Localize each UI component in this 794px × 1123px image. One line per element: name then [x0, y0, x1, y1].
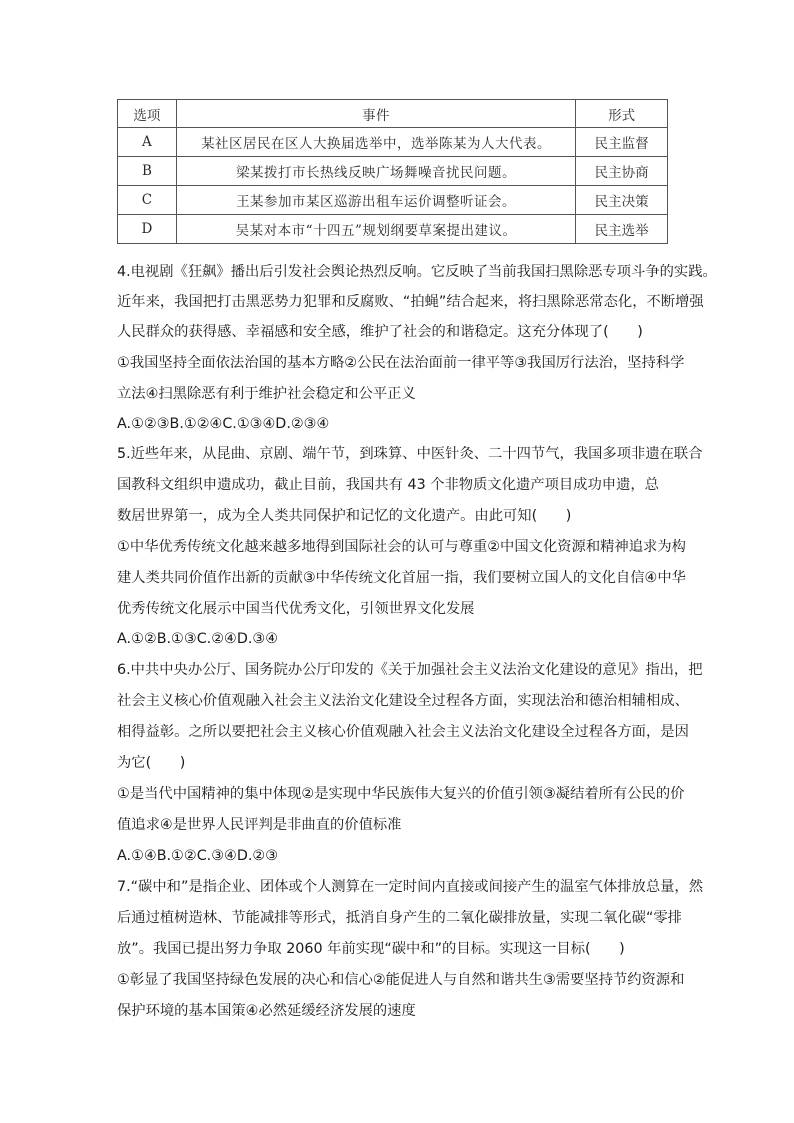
text-line: 放”。我国已提出努力争取 2060 年前实现“碳中和”的目标。实现这一目标( )	[117, 941, 625, 957]
table-row	[118, 186, 668, 215]
text-line: ①中华优秀传统文化越来越多地得到国际社会的认可与尊重②中国文化资源和精神追求为构	[117, 539, 686, 555]
header-cell: 选项	[118, 100, 177, 128]
table-cell: 吴某对本市“十四五”规划纲要草案提出建议。	[176, 215, 576, 244]
table-cell: 某社区居民在区人大换届选举中，选举陈某为人大代表。	[176, 128, 576, 157]
table-cell: 民主监督	[576, 128, 668, 157]
text-line: 6.中共中央办公厅、国务院办公厅印发的《关于加强社会主义法治文化建设的意见》指出，把	[117, 662, 703, 678]
table-cell: 王某参加市某区巡游出租车运价调整听证会。	[176, 186, 576, 215]
text-line: ①我国坚持全面依法治国的基本方略②公民在法治面前一律平等③我国厉行法治，坚持科学	[117, 355, 685, 371]
header-cell: 形式	[576, 100, 668, 128]
text-line: ①是当代中国精神的集中体现②是实现中华民族伟大复兴的价值引领③凝结着所有公民的价	[117, 786, 685, 802]
text-line: ①彰显了我国坚持绿色发展的决心和信心②能促进人与自然和谐共生③需要坚持节约资源和	[117, 972, 685, 988]
text-line: 人民群众的获得感、幸福感和安全感，维护了社会的和谐稳定。这充分体现了( )	[117, 324, 643, 340]
text-line: 社会主义核心价值观融入社会主义法治文化建设全过程各方面，实现法治和德治相辅相成、	[117, 693, 689, 709]
text-line: 5.近些年来，从昆曲、京剧、端午节，到珠算、中医针灸、二十四节气，我国多项非遗在联合	[117, 446, 703, 462]
answer-choices: A.①②B.①③C.②④D.③④	[117, 631, 279, 647]
text-line: 为它( )	[117, 755, 186, 771]
table-cell: 梁某拨打市长热线反映广场舞噪音扰民问题。	[176, 157, 576, 186]
text-line: 相得益彰。之所以要把社会主义核心价值观融入社会主义法治文化建设全过程各方面，是因	[117, 724, 689, 740]
text-line: 4.电视剧《狂飙》播出后引发社会舆论热烈反响。它反映了当前我国扫黑除恶专项斗争的实践。	[117, 264, 717, 280]
options-table	[117, 99, 668, 244]
table-cell: B	[118, 157, 177, 186]
table-header-row	[118, 100, 668, 128]
text-line: 值追求④是世界人民评判是非曲直的价值标准	[117, 817, 402, 833]
text-line: 优秀传统文化展示中国当代优秀文化，引领世界文化发展	[117, 601, 475, 617]
header-cell: 事件	[176, 100, 576, 128]
table-row	[118, 157, 668, 186]
answer-choices: A.①④B.①②C.③④D.②③	[117, 848, 279, 864]
table-cell: 民主选举	[576, 215, 668, 244]
text-line: 数居世界第一，成为全人类共同保护和记忆的文化遗产。由此可知( )	[117, 508, 572, 524]
table-cell: 民主决策	[576, 186, 668, 215]
text-line: 7.“碳中和”是指企业、团体或个人测算在一定时间内直接或间接产生的温室气体排放总量，然	[117, 879, 704, 895]
table-cell: C	[118, 186, 177, 215]
text-line: 近年来，我国把打击黑恶势力犯罪和反腐败、“拍蝇”结合起来，将扫黑除恶常态化，不断增强	[117, 294, 704, 310]
answer-choices: A.①②③B.①②④C.①③④D.②③④	[117, 416, 330, 432]
text-line: 立法④扫黑除恶有利于维护社会稳定和公平正义	[117, 386, 416, 402]
table-cell: D	[118, 215, 177, 244]
text-line: 国教科文组织申遗成功，截止目前，我国共有 43 个非物质文化遗产项目成功申遗，总	[117, 477, 659, 493]
table-row	[118, 128, 668, 157]
text-line: 后通过植树造林、节能减排等形式，抵消自身产生的二氧化碳排放量，实现二氧化碳“零排	[117, 910, 682, 926]
text-line: 建人类共同价值作出新的贡献③中华传统文化首屈一指，我们要树立国人的文化自信④中华	[117, 570, 686, 586]
table-cell: A	[118, 128, 177, 157]
table-row	[118, 215, 668, 244]
text-line: 保护环境的基本国策④必然延缓经济发展的速度	[117, 1003, 416, 1019]
table-cell: 民主协商	[576, 157, 668, 186]
